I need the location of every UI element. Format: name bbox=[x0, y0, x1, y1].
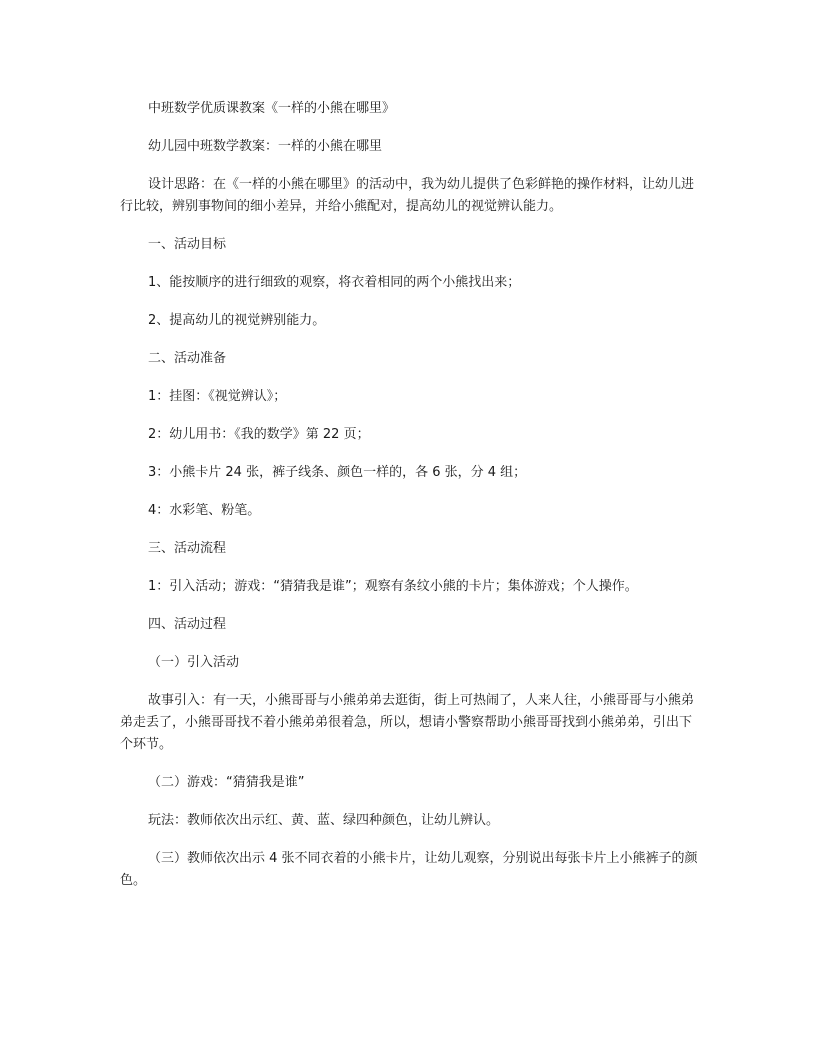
prep-item-4: 4：水彩笔、粉笔。 bbox=[148, 503, 261, 518]
prep-item-2: 2：幼儿用书：《我的数学》第 22 页； bbox=[148, 427, 370, 442]
goal-item-1: 1、能按顺序的进行细致的观察，将衣着相同的两个小熊找出来； bbox=[148, 275, 521, 290]
process-part2-text: 玩法：教师依次出示红、黄、蓝、绿四种颜色，让幼儿辨认。 bbox=[148, 813, 500, 828]
document-body bbox=[120, 98, 698, 908]
design-paragraph: 设计思路：在《一样的小熊在哪里》的活动中，我为幼儿提供了色彩鲜艳的操作材料，让幼儿进行比较，辨别事物间的细小差异，并给小熊配对，提高幼儿的视觉辨认能力。 bbox=[120, 177, 695, 214]
flow-item-1: 1：引入活动；游戏：“猜猜我是谁”；观察有条纹小熊的卡片；集体游戏；个人操作。 bbox=[148, 579, 638, 594]
prep-item-3: 3：小熊卡片 24 张，裤子线条、颜色一样的，各 6 张，分 4 组； bbox=[148, 465, 527, 480]
process-part3-text: （三）教师依次出示 4 张不同衣着的小熊卡片，让幼儿观察，分别说出每张卡片上小熊裤子的颜色。 bbox=[120, 851, 698, 888]
prep-item-1: 1：挂图：《视觉辨认》； bbox=[148, 389, 287, 404]
process-part1-heading: （一）引入活动 bbox=[148, 655, 240, 670]
section-heading-process: 四、活动过程 bbox=[148, 617, 227, 632]
goal-item-2: 2、提高幼儿的视觉辨别能力。 bbox=[148, 313, 326, 328]
process-part2-heading: （二）游戏：“猜猜我是谁” bbox=[148, 775, 305, 790]
document-subtitle: 幼儿园中班数学教案：一样的小熊在哪里 bbox=[148, 139, 383, 154]
section-heading-flow: 三、活动流程 bbox=[148, 541, 227, 556]
document-title: 中班数学优质课教案《一样的小熊在哪里》 bbox=[148, 101, 396, 116]
section-heading-preparation: 二、活动准备 bbox=[148, 351, 227, 366]
process-part1-text: 故事引入：有一天，小熊哥哥与小熊弟弟去逛街，街上可热闹了，人来人往，小熊哥哥与小熊弟弟走丢了，小熊哥哥找不着小熊弟弟很着急，所以，想请小警察帮助小熊哥哥找到小熊弟弟，引出下个环节。 bbox=[120, 693, 695, 752]
section-heading-goals: 一、活动目标 bbox=[148, 237, 227, 252]
